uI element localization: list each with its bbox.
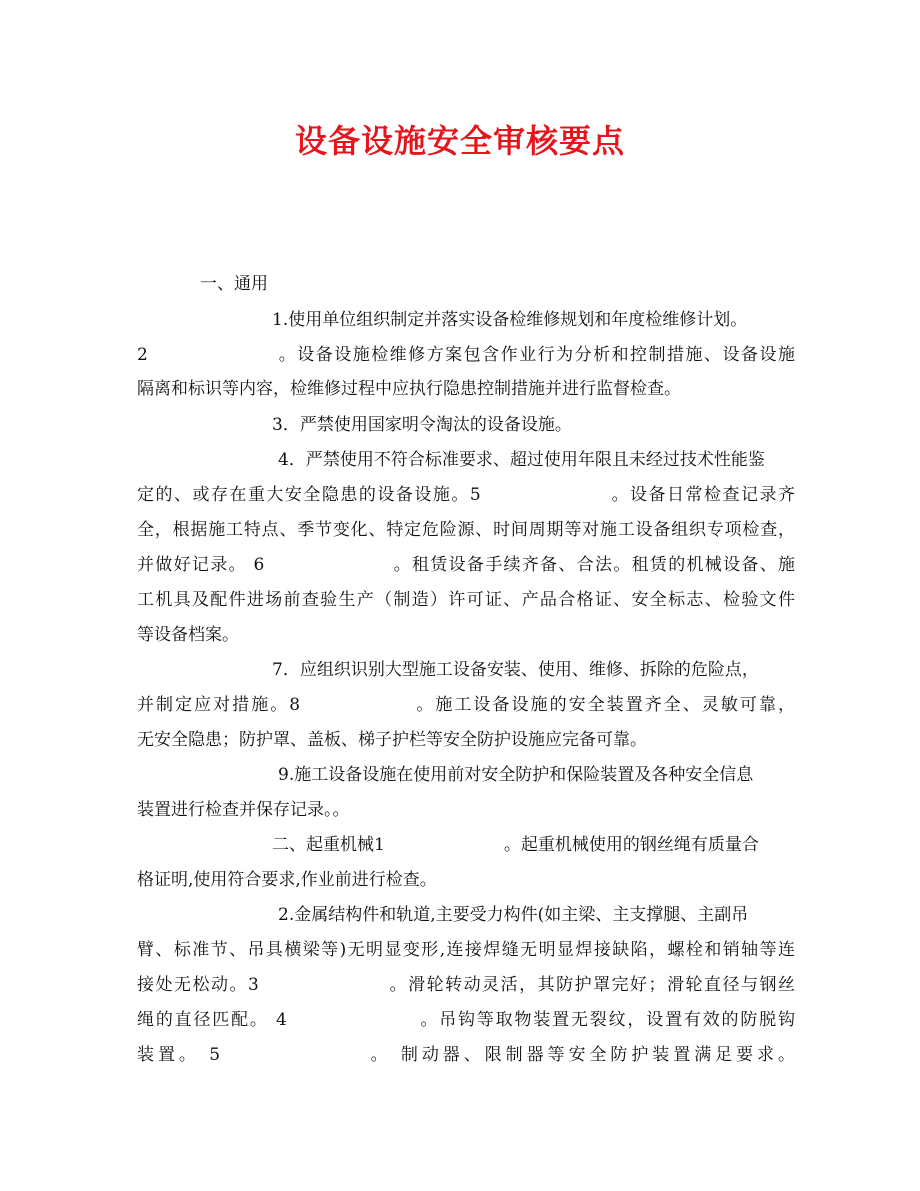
paragraph-line: 绳的直径匹配。 4 。吊钩等取物装置无裂纹，设置有效的防脱钩 bbox=[137, 1010, 795, 1030]
paragraph-line: 格证明,使用符合要求,作业前进行检查。 bbox=[137, 870, 437, 890]
paragraph-line: 隔离和标识等内容，检维修过程中应执行隐患控制措施并进行监督检查。 bbox=[137, 379, 681, 399]
paragraph-line: 2 。设备设施检维修方案包含作业行为分析和控制措施、设备设施 bbox=[137, 345, 795, 365]
paragraph-line: 定的、或存在重大安全隐患的设备设施。5 。设备日常检查记录齐 bbox=[137, 485, 795, 505]
paragraph-line: 接处无松动。3 。滑轮转动灵活，其防护罩完好；滑轮直径与钢丝 bbox=[137, 975, 795, 995]
paragraph-line: 装置进行检查并保存记录。。 bbox=[137, 800, 350, 820]
paragraph-line: 并做好记录。 6 。租赁设备手续齐备、合法。租赁的机械设备、施 bbox=[137, 555, 795, 575]
paragraph-line: 7．应组织识别大型施工设备安装、使用、维修、拆除的危险点， bbox=[272, 660, 759, 680]
paragraph-line: 9.施工设备设施在使用前对安全防护和保险装置及各种安全信息 bbox=[278, 765, 754, 785]
paragraph-line: 1.使用单位组织制定并落实设备检维修规划和年度检维修计划。 bbox=[272, 310, 748, 330]
paragraph-line: 工机具及配件进场前查验生产（制造）许可证、产品合格证、安全标志、检验文件 bbox=[137, 590, 795, 610]
document-title: 设备设施安全审核要点 bbox=[294, 122, 625, 160]
paragraph-line: 装置。 5 。 制动器、限制器等安全防护装置满足要求。 bbox=[137, 1045, 795, 1065]
section-heading-cranes: 二、起重机械1 。起重机械使用的钢丝绳有质量合 bbox=[272, 835, 759, 855]
section-heading-general: 一、通用 bbox=[200, 274, 268, 294]
paragraph-line: 3．严禁使用国家明令淘汰的设备设施。 bbox=[272, 415, 572, 435]
paragraph-line: 无安全隐患；防护罩、盖板、梯子护栏等安全防护设施应完备可靠。 bbox=[137, 730, 647, 750]
paragraph-line: 等设备档案。 bbox=[137, 625, 239, 645]
paragraph-line: 并制定应对措施。8 。施工设备设施的安全装置齐全、灵敏可靠， bbox=[137, 695, 795, 715]
paragraph-line: 2.金属结构件和轨道,主要受力构件(如主梁、主支撑腿、主副吊 bbox=[278, 905, 749, 925]
paragraph-line: 臂、标准节、吊具横梁等)无明显变形,连接焊缝无明显焊接缺陷，螺栓和销轴等连 bbox=[137, 940, 795, 960]
paragraph-line: 全，根据施工特点、季节变化、特定危险源、时间周期等对施工设备组织专项检查， bbox=[137, 520, 795, 540]
paragraph-line: 4．严禁使用不符合标准要求、超过使用年限且未经过技术性能鉴 bbox=[278, 450, 765, 470]
